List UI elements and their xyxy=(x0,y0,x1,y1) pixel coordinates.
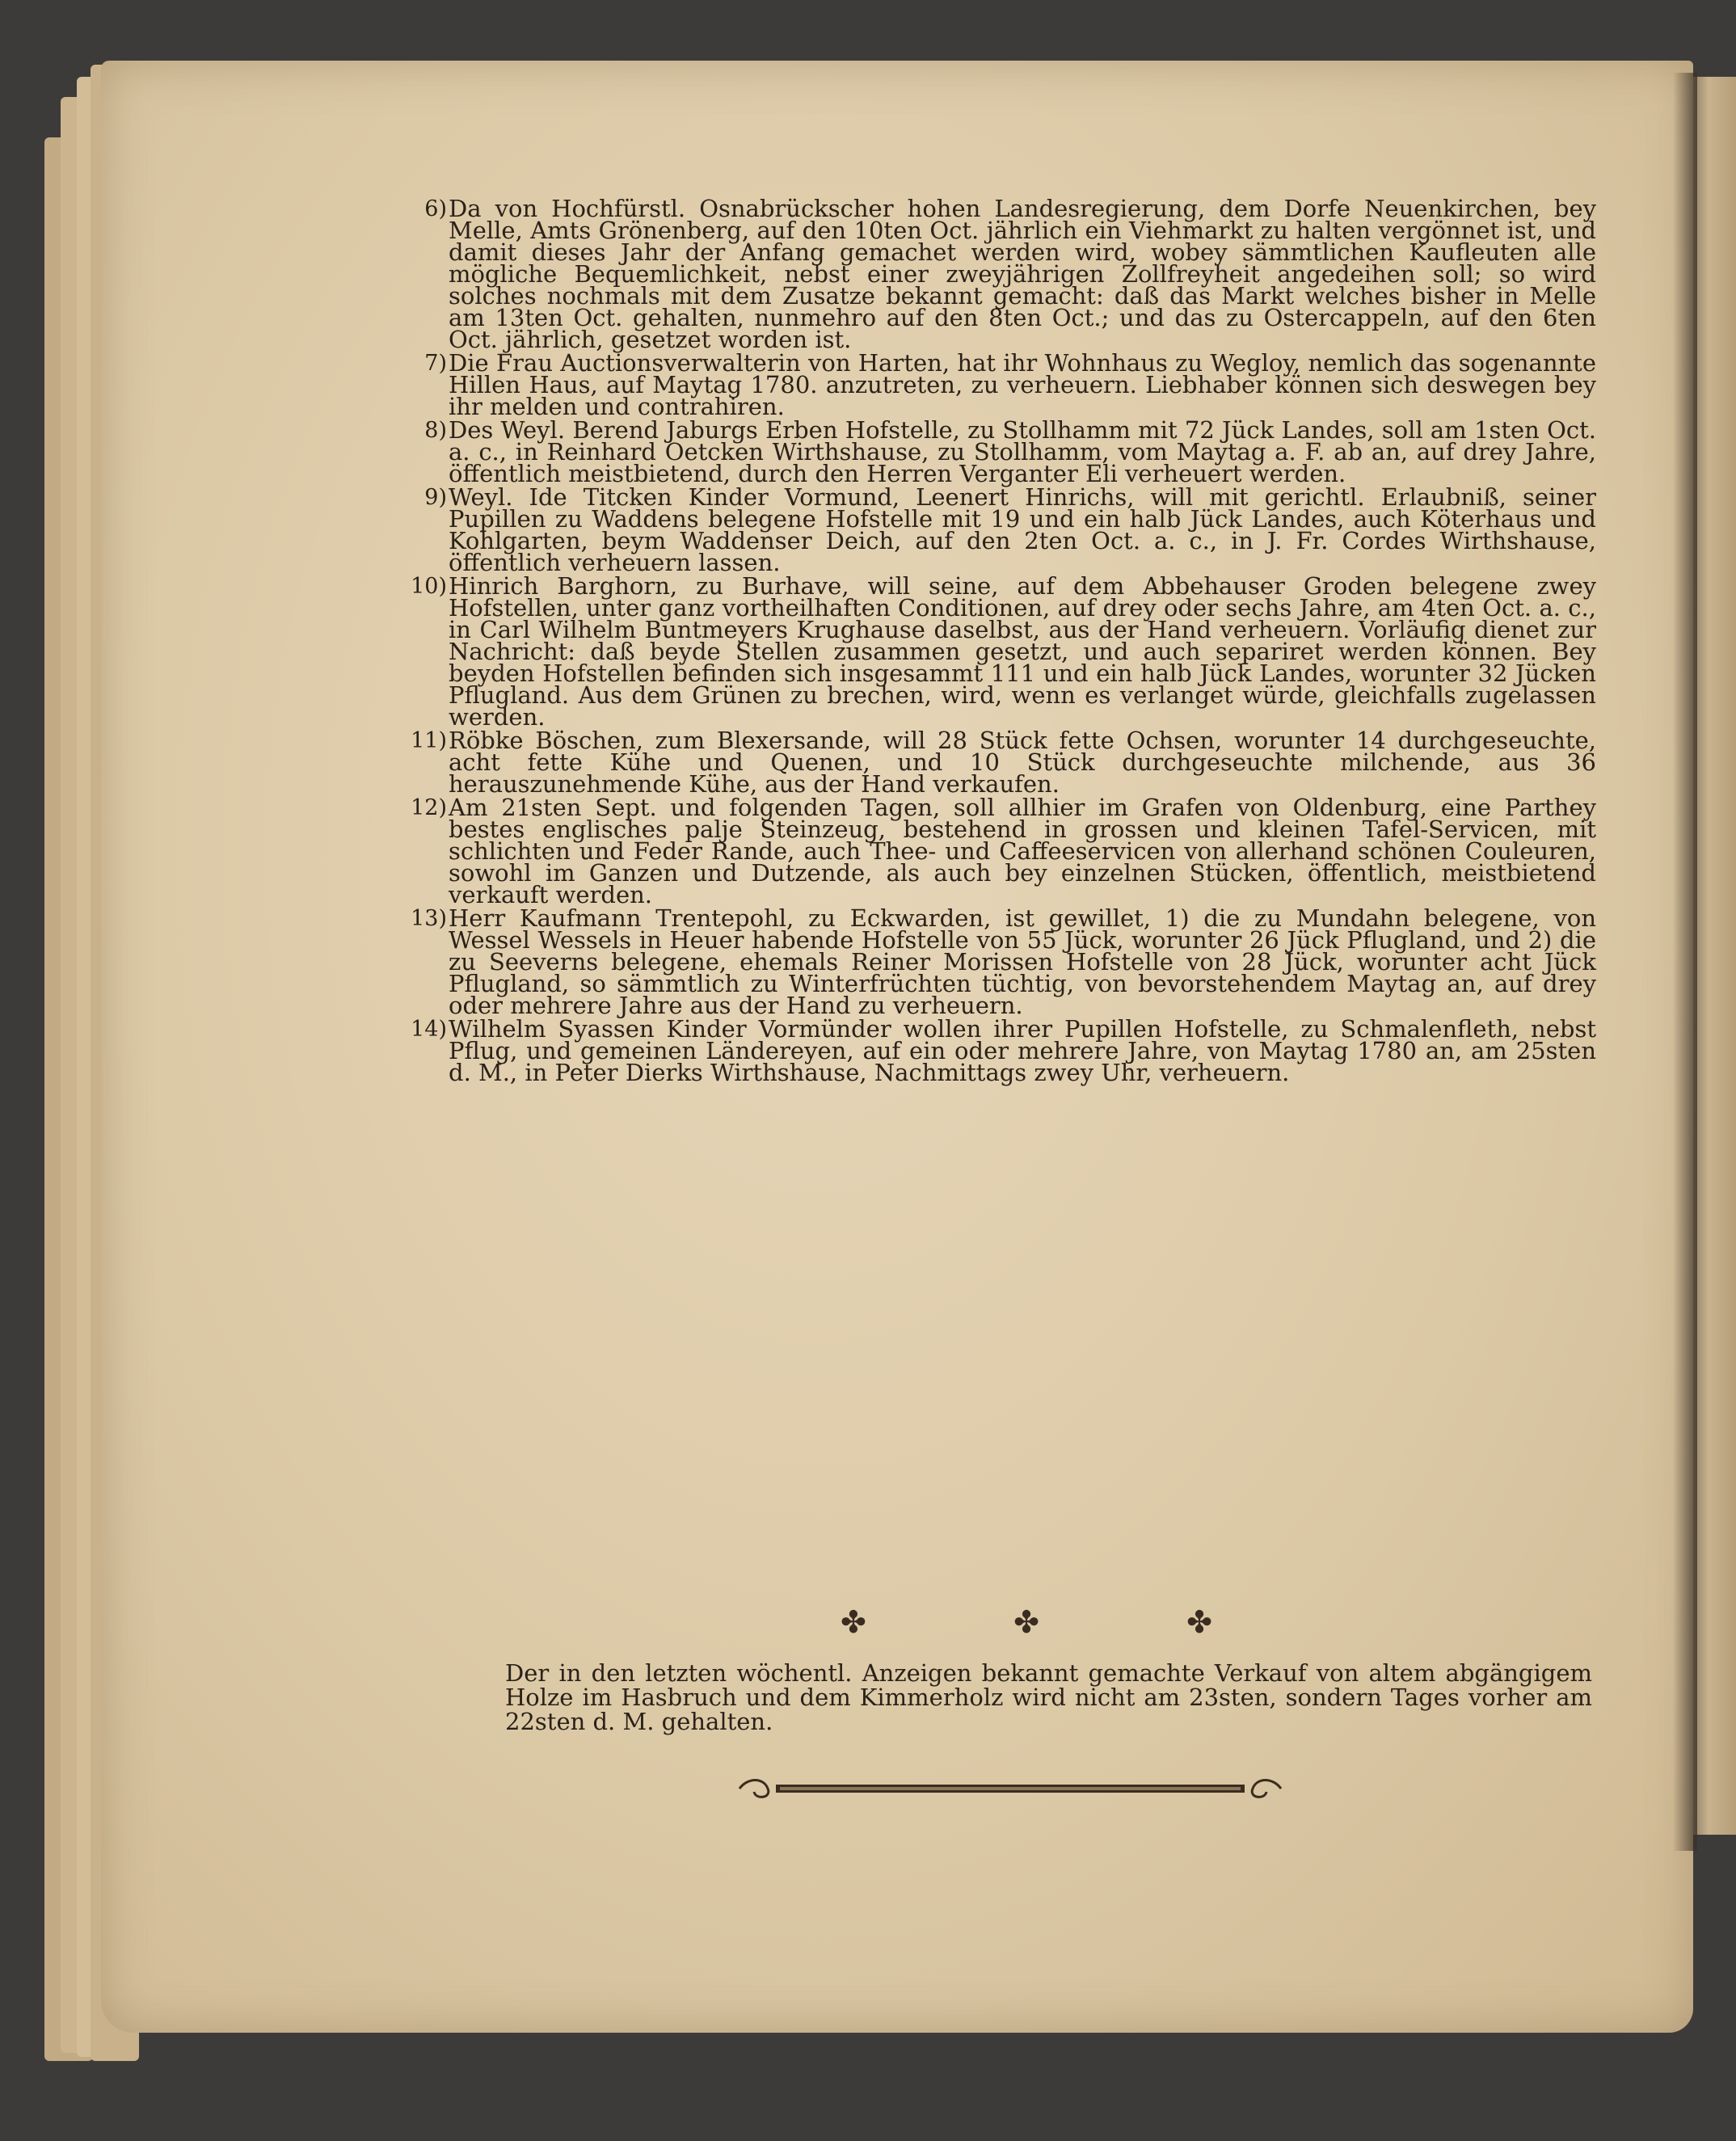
entry-number: 11) xyxy=(411,728,447,753)
entry-number: 13) xyxy=(411,906,447,931)
entry-number: 10) xyxy=(411,574,447,599)
section-divider xyxy=(841,1604,1212,1640)
entry-text: Wilhelm Syassen Kinder Vormünder wollen ihrer Pupillen Hofstelle, zu Schmalenfleth, nebst Pflug, und gemeinen Ländereyen, auf ein oder mehrere Jahre, von Maytag 1780 an, am 25sten d. M., in Peter Dierks Wirthshause, Nachmittags zwey Uhr, verheuern. xyxy=(449,1015,1596,1086)
entry-number: 6) xyxy=(424,196,447,221)
facing-page-edge xyxy=(1691,77,1736,1835)
list-item xyxy=(424,349,1596,420)
entry-number: 12) xyxy=(411,795,447,820)
entry-number: 14) xyxy=(411,1017,447,1042)
list-item xyxy=(411,904,1596,1019)
entry-number: 9) xyxy=(424,485,447,510)
closing-notice: Der in den letzten wöchentl. Anzeigen bekannt gemachte Verkauf von altem abgängigem Holze im Hasbruch und dem Kimmerholz wird nicht am 23sten, sondern Tages vorher am 22sten d. M. gehalten. xyxy=(505,1659,1592,1735)
list-item xyxy=(424,416,1596,487)
list-item xyxy=(411,1015,1596,1086)
entry-text: Röbke Böschen, zum Blexersande, will 28 Stück fette Ochsen, worunter 14 durchgeseuchte, acht fette Kühe und Quenen, und 10 Stück durchgeseuchte milchende, aus 36 herauszunehmende Kühe, aus der Hand verkaufen. xyxy=(449,727,1596,798)
list-item xyxy=(424,483,1596,576)
entry-text: Die Frau Auctionsverwalterin von Harten, hat ihr Wohnhaus zu Wegloy, nemlich das sogenannte Hillen Haus, auf Maytag 1780. anzutreten, zu verheuern. Liebhaber können sich deswegen bey ihr melden und contrahiren. xyxy=(449,349,1596,420)
star-ornament-icon: ✤ xyxy=(841,1604,866,1640)
entry-text: Herr Kaufmann Trentepohl, zu Eckwarden, ist gewillet, 1) die zu Mundahn belegene, von Wessel Wessels in Heuer habende Hofstelle von 55 Jück, worunter 26 Jück Pflugland, und 2) die zu Seeverns belegene, ehemals Reiner Morissen Hofstelle von 28 Jück, worunter acht Jück Pflugland, so sämmtlich zu Winterfrüchten tüchtig, von bevorstehendem Maytag an, auf drey oder mehrere Jahre aus der Hand zu verheuern. xyxy=(449,904,1596,1019)
list-item xyxy=(411,572,1596,731)
entry-text: Da von Hochfürstl. Osnabrückscher hohen Landesregierung, dem Dorfe Neuenkirchen, bey Melle, Amts Grönenberg, auf den 10ten Oct. jährlich ein Viehmarkt zu halten vergönnet ist, und damit dieses Jahr der Anfang gemachet werden wird, wobey sämmtlichen Kaufleuten alle mögliche Bequemlichkeit, nebst einer zweyjährigen Zollfreyheit angedeihen soll; so wird solches nochmals mit dem Zusatze bekannt gemacht: daß das Markt welches bisher in Melle am 13ten Oct. gehalten, nunmehro auf den 8ten Oct.; und das zu Ostercappeln, auf den 6ten Oct. jährlich, gesetzet worden ist. xyxy=(449,195,1596,353)
entry-number: 7) xyxy=(424,351,447,376)
entry-text: Hinrich Barghorn, zu Burhave, will seine, auf dem Abbehauser Groden belegene zwey Hofstellen, unter ganz vortheilhaften Conditionen, auf drey oder sechs Jahre, am 4ten Oct. a. c., in Carl Wilhelm Buntmeyers Krughause daselbst, aus der Hand verheuern. Vorläufig dienet zur Nachricht: daß beyde Stellen zusammen gesetzt, und auch separiret werden können. Bey beyden Hofstellen befinden sich insgesammt 111 und ein halb Jück Landes, worunter 32 Jücken Pflugland. Aus dem Grünen zu brechen, wird, wenn es verlanget würde, gleichfalls zugelassen werden. xyxy=(449,572,1596,731)
list-item xyxy=(411,794,1596,908)
book-gutter xyxy=(1673,73,1697,1851)
announcement-list xyxy=(411,195,1596,1086)
star-ornament-icon: ✤ xyxy=(1186,1604,1212,1640)
entry-text: Des Weyl. Berend Jaburgs Erben Hofstelle, zu Stollhamm mit 72 Jück Landes, soll am 1sten Oct. a. c., in Reinhard Oetcken Wirthshause, zu Stollhamm, vom Maytag a. F. ab an, auf drey Jahre, öffentlich meistbietend, durch den Herren Verganter Eli verheuert werden. xyxy=(449,416,1596,487)
star-ornament-icon: ✤ xyxy=(1013,1604,1039,1640)
entry-number: 8) xyxy=(424,418,447,443)
flourish-ornament-icon xyxy=(731,1774,1289,1803)
list-item xyxy=(424,195,1596,353)
list-item xyxy=(411,727,1596,798)
entry-text: Weyl. Ide Titcken Kinder Vormund, Leenert Hinrichs, will mit gerichtl. Erlaubniß, seiner Pupillen zu Waddens belegene Hofstelle mit 19 und ein halb Jück Landes, auch Köterhaus und Kohlgarten, beym Waddenser Deich, auf den 2ten Oct. a. c., in J. Fr. Cordes Wirthshause, öffentlich verheuern lassen. xyxy=(449,483,1596,576)
entry-text: Am 21sten Sept. und folgenden Tagen, soll allhier im Grafen von Oldenburg, eine Parthey bestes englisches palje Steinzeug, bestehend in grossen und kleinen Tafel-Servicen, mit schlichten und Feder Rande, auch Thee- und Caffeeservicen von allerhand schönen Couleuren, sowohl im Ganzen und Dutzende, als auch bey einzelnen Stücken, öffentlich, meistbietend verkauft werden. xyxy=(449,794,1596,908)
